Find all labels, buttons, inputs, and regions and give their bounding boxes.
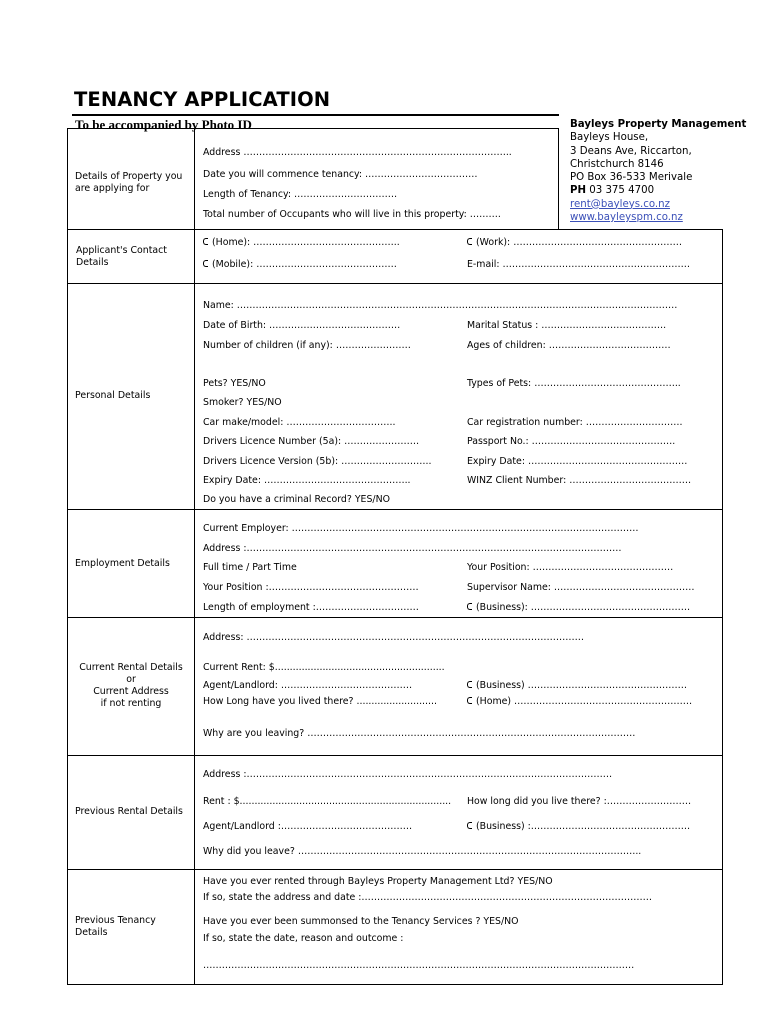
previous-duration-field[interactable]: How long did you live there? :……………………… xyxy=(467,796,692,807)
pets-field[interactable]: Pets? YES/NO xyxy=(203,378,266,389)
personal-section xyxy=(67,284,723,510)
reason-leaving-field[interactable]: Why are you leaving? …………………………………………………………………………………………… xyxy=(203,728,636,739)
business-phone-field[interactable]: (Business): …………………………………………… xyxy=(467,602,690,614)
section-divider xyxy=(194,229,195,283)
work-phone-field[interactable]: (Work): ……………………………………………… xyxy=(467,237,682,249)
occupants-field[interactable]: Total number of Occupants who will live in this property: ………. xyxy=(203,209,501,220)
phone-icon xyxy=(467,238,473,246)
contact-section-label: Applicant's Contact Details xyxy=(76,245,167,268)
current-rental-section-label: Current Rental Details or Current Address if not renting xyxy=(79,662,183,709)
licence-number-field[interactable]: Drivers Licence Number (5a): …………………… xyxy=(203,436,420,447)
rented-before-field[interactable]: Have you ever rented through Bayleys Property Management Ltd? YES/NO xyxy=(203,876,553,887)
previous-rental-section xyxy=(67,756,723,870)
reason-left-field[interactable]: Why did you leave? ……………………………………………………………………………………………….. xyxy=(203,846,642,857)
section-divider xyxy=(194,618,195,755)
phone-icon xyxy=(467,822,473,830)
commence-date-field[interactable]: Date you will commence tenancy: ……………………………… xyxy=(203,169,478,180)
car-model-field[interactable]: Car make/model: …………………………….. xyxy=(203,417,396,428)
section-divider xyxy=(194,870,195,984)
car-registration-field[interactable]: Car registration number: …………………………. xyxy=(467,417,683,428)
previous-address-field[interactable]: Address :……………………………………………………………………………………………………… xyxy=(203,769,613,780)
current-rent-field[interactable]: Current Rent: $......................................................... xyxy=(203,662,445,673)
phone-icon xyxy=(203,260,209,268)
previous-landlord-field[interactable]: Agent/Landlord :…………………………………… xyxy=(203,821,413,832)
summonsed-details-field[interactable]: ………………………………………………………………………………………………………………………… xyxy=(203,960,635,971)
phone-label: PH xyxy=(570,185,586,197)
tenancy-length-field[interactable]: Length of Tenancy: …………………………… xyxy=(203,189,398,200)
winz-number-field[interactable]: WINZ Client Number: ………………………………… xyxy=(467,475,692,486)
home-phone-field[interactable]: (Home): ……………………………………….. xyxy=(203,237,400,249)
summonsed-details-label: If so, state the date, reason and outcome : xyxy=(203,933,404,944)
phone-icon xyxy=(203,238,209,246)
previous-business-phone-field[interactable]: (Business) :…………………………………………… xyxy=(467,821,690,833)
property-section-label: Details of Property you are applying for xyxy=(75,171,183,194)
marital-status-field[interactable]: Marital Status : …………………………………. xyxy=(467,320,667,331)
phone-icon xyxy=(467,603,473,611)
employment-section xyxy=(67,510,723,618)
company-po-box: PO Box 36-533 Merivale xyxy=(570,172,693,184)
company-address-line: Christchurch 8146 xyxy=(570,158,664,170)
landlord-home-phone-field[interactable]: (Home) ………………………………………………… xyxy=(467,696,692,708)
property-address-field[interactable]: Address ………………………………………………………………………….. xyxy=(203,147,512,158)
employment-length-field[interactable]: Length of employment :…………………………… xyxy=(203,602,419,613)
page-subtitle: To be accompanied by Photo ID xyxy=(75,117,252,132)
section-divider xyxy=(194,510,195,617)
employment-type-field[interactable]: Full time / Part Time xyxy=(203,562,297,573)
company-contact-block xyxy=(570,118,746,224)
company-website-link[interactable]: www.bayleyspm.co.nz xyxy=(570,212,683,224)
company-name: Bayleys Property Management xyxy=(570,119,747,130)
employment-section-label: Employment Details xyxy=(75,558,170,569)
rented-before-details-field[interactable]: If so, state the address and date :………………………………………………………………………………… xyxy=(203,892,653,903)
landlord-business-phone-field[interactable]: (Business) …………………………………………… xyxy=(467,680,687,692)
section-divider xyxy=(194,284,195,509)
phone-number: 03 375 4700 xyxy=(586,185,655,197)
contact-section xyxy=(67,229,723,284)
criminal-record-field[interactable]: Do you have a criminal Record? YES/NO xyxy=(203,494,390,505)
licence-version-field[interactable]: Drivers Licence Version (5b): ……………………….. xyxy=(203,456,432,467)
company-address-line: 3 Deans Ave, Riccarton, xyxy=(570,145,692,157)
mobile-phone-field[interactable]: (Mobile): ……………………………………… xyxy=(203,259,397,271)
smoker-field[interactable]: Smoker? YES/NO xyxy=(203,397,282,408)
company-address-line: Bayleys House, xyxy=(570,132,649,144)
page-title: TENANCY APPLICATION xyxy=(74,88,331,111)
passport-expiry-field[interactable]: Expiry Date: …………………………………………… xyxy=(467,456,688,467)
current-landlord-field[interactable]: Agent/Landlord: …………………………………… xyxy=(203,680,413,691)
employer-address-field[interactable]: Address :………………………………………………………………………………………………………… xyxy=(203,543,622,554)
dob-field[interactable]: Date of Birth: …………………………………… xyxy=(203,320,401,331)
supervisor-name-field[interactable]: Supervisor Name: ……………………………………… xyxy=(467,582,695,593)
position-right-field[interactable]: Your Position: ……………………………………… xyxy=(467,562,674,573)
licence-expiry-field[interactable]: Expiry Date: ……………………………………….. xyxy=(203,475,411,486)
phone-icon xyxy=(467,697,473,705)
personal-section-label: Personal Details xyxy=(75,390,151,401)
name-field[interactable]: Name: …………………………………………………………………………………………………………………………… xyxy=(203,300,678,311)
previous-rental-section-label: Previous Rental Details xyxy=(75,806,183,817)
children-count-field[interactable]: Number of children (if any): …………………… xyxy=(203,340,411,351)
passport-number-field[interactable]: Passport No.: ………………………………………. xyxy=(467,436,676,447)
section-divider xyxy=(194,129,195,229)
summonsed-field[interactable]: Have you ever been summonsed to the Tenancy Services ? YES/NO xyxy=(203,916,519,927)
position-field[interactable]: Your Position :………………………………………… xyxy=(203,582,419,593)
property-section xyxy=(67,128,559,230)
previous-tenancy-section xyxy=(67,870,723,985)
title-underline xyxy=(72,114,559,116)
section-divider xyxy=(194,756,195,869)
phone-icon xyxy=(467,681,473,689)
current-rental-section xyxy=(67,618,723,756)
how-long-lived-field[interactable]: How Long have you lived there? ........................... xyxy=(203,696,437,707)
pet-types-field[interactable]: Types of Pets: ……………………………………….. xyxy=(467,378,681,389)
previous-rent-field[interactable]: Rent : $....................................................................... xyxy=(203,796,452,807)
current-employer-field[interactable]: Current Employer: ………………………………………………………………………………………………… xyxy=(203,523,639,534)
current-address-field[interactable]: Address: ……………………………………………………………………………………………… xyxy=(203,632,584,643)
email-field[interactable]: E-mail: …………………………………………………… xyxy=(467,259,691,270)
children-ages-field[interactable]: Ages of children: ………………………………… xyxy=(467,340,671,351)
company-email-link[interactable]: rent@bayleys.co.nz xyxy=(570,198,670,210)
previous-tenancy-section-label: Previous Tenancy Details xyxy=(75,915,156,938)
company-phone xyxy=(570,184,746,197)
